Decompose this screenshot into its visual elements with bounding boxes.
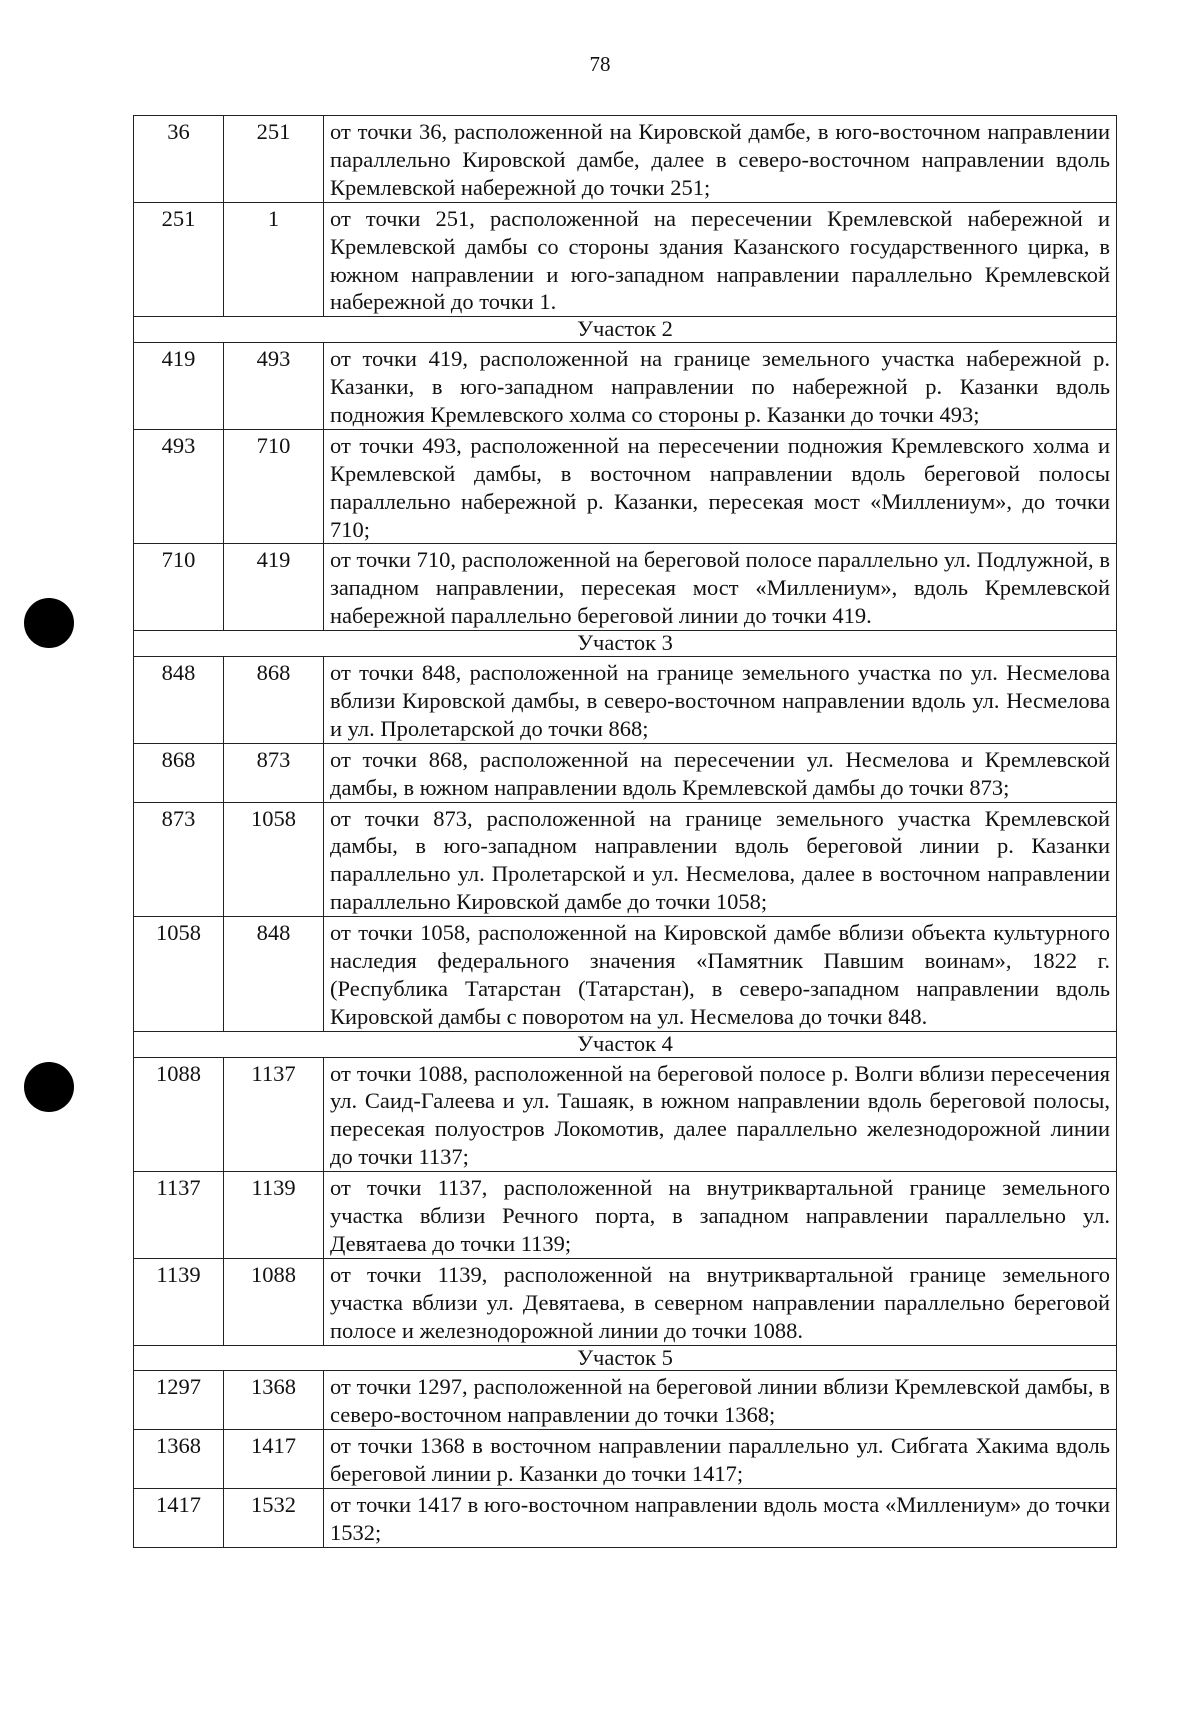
to-point: 1417 [224, 1430, 324, 1489]
segment-description: от точки 493, расположенной на пересечении подножия Кремлевского холма и Кремлевской дамбы, в восточном направлении вдоль береговой полосы параллельно набережной р. Казанки, пересекая мост «Миллениум», до точки 710; [324, 429, 1117, 544]
from-point: 873 [134, 802, 224, 917]
to-point: 868 [224, 657, 324, 744]
from-point: 1058 [134, 917, 224, 1032]
section-title: Участок 5 [134, 1345, 1117, 1371]
table-row [134, 1172, 1117, 1259]
segment-description: от точки 1058, расположенной на Кировской дамбе вблизи объекта культурного наследия федерального значения «Памятник Павшим воинам», 1822 г. (Республика Татарстан (Татарстан), в северо-западном направлении вдоль Кировской дамбы с поворотом на ул. Несмелова до точки 848. [324, 917, 1117, 1032]
to-point: 710 [224, 429, 324, 544]
table-row [134, 116, 1117, 203]
table-row [134, 1430, 1117, 1489]
boundary-table [133, 115, 1117, 1548]
to-point: 1368 [224, 1371, 324, 1430]
to-point: 1532 [224, 1489, 324, 1548]
table-row [134, 544, 1117, 631]
from-point: 1297 [134, 1371, 224, 1430]
section-header-row [134, 317, 1117, 343]
table-row [134, 1489, 1117, 1548]
section-header-row [134, 631, 1117, 657]
segment-description: от точки 873, расположенной на границе земельного участка Кремлевской дамбы, в юго-западном направлении вдоль береговой линии р. Казанки параллельно ул. Пролетарской и ул. Несмелова, далее в восточном направлении параллельно Кировской дамбе до точки 1058; [324, 802, 1117, 917]
from-point: 419 [134, 343, 224, 430]
segment-description: от точки 868, расположенной на пересечении ул. Несмелова и Кремлевской дамбы, в южном направлении вдоль Кремлевской дамбы до точки 873; [324, 743, 1117, 802]
segment-description: от точки 1297, расположенной на береговой линии вблизи Кремлевской дамбы, в северо-восточном направлении до точки 1368; [324, 1371, 1117, 1430]
section-header-row [134, 1031, 1117, 1057]
punch-hole-bottom [24, 1062, 74, 1112]
section-header-row [134, 1345, 1117, 1371]
to-point: 493 [224, 343, 324, 430]
to-point: 1058 [224, 802, 324, 917]
table-row [134, 917, 1117, 1032]
table-body [134, 116, 1117, 1548]
segment-description: от точки 36, расположенной на Кировской дамбе, в юго-восточном направлении параллельно Кировской дамбе, далее в северо-восточном направлении вдоль Кремлевской набережной до точки 251; [324, 116, 1117, 203]
page-number: 78 [589, 52, 611, 76]
table-row [134, 802, 1117, 917]
from-point: 1139 [134, 1258, 224, 1345]
segment-description: от точки 848, расположенной на границе земельного участка по ул. Несмелова вблизи Кировской дамбы, в северо-восточном направлении вдоль ул. Несмелова и ул. Пролетарской до точки 868; [324, 657, 1117, 744]
table-row [134, 657, 1117, 744]
from-point: 710 [134, 544, 224, 631]
to-point: 1088 [224, 1258, 324, 1345]
segment-description: от точки 1139, расположенной на внутриквартальной границе земельного участка вблизи ул. Девятаева, в северном направлении параллельно береговой полосе и железнодорожной линии до точки 1088. [324, 1258, 1117, 1345]
table-row [134, 429, 1117, 544]
to-point: 1137 [224, 1057, 324, 1172]
section-title: Участок 4 [134, 1031, 1117, 1057]
section-title: Участок 3 [134, 631, 1117, 657]
from-point: 848 [134, 657, 224, 744]
from-point: 868 [134, 743, 224, 802]
from-point: 1137 [134, 1172, 224, 1259]
table-row [134, 743, 1117, 802]
to-point: 848 [224, 917, 324, 1032]
from-point: 251 [134, 202, 224, 317]
table-row [134, 202, 1117, 317]
from-point: 1417 [134, 1489, 224, 1548]
segment-description: от точки 419, расположенной на границе земельного участка набережной р. Казанки, в юго-западном направлении по набережной р. Казанки вдоль подножия Кремлевского холма со стороны р. Казанки до точки 493; [324, 343, 1117, 430]
segment-description: от точки 1088, расположенной на береговой полосе р. Волги вблизи пересечения ул. Саид-Галеева и ул. Ташаяк, в южном направлении вдоль береговой полосы, пересекая полуостров Локомотив, далее параллельно железнодорожной линии до точки 1137; [324, 1057, 1117, 1172]
segment-description: от точки 710, расположенной на береговой полосе параллельно ул. Подлужной, в западном направлении, пересекая мост «Миллениум», вдоль Кремлевской набережной параллельно береговой линии до точки 419. [324, 544, 1117, 631]
table-row [134, 1057, 1117, 1172]
to-point: 419 [224, 544, 324, 631]
to-point: 251 [224, 116, 324, 203]
table-row [134, 1371, 1117, 1430]
to-point: 873 [224, 743, 324, 802]
from-point: 1368 [134, 1430, 224, 1489]
from-point: 493 [134, 429, 224, 544]
segment-description: от точки 251, расположенной на пересечении Кремлевской набережной и Кремлевской дамбы со стороны здания Казанского государственного цирка, в южном направлении и юго-западном направлении параллельно Кремлевской набережной до точки 1. [324, 202, 1117, 317]
segment-description: от точки 1368 в восточном направлении параллельно ул. Сибгата Хакима вдоль береговой линии р. Казанки до точки 1417; [324, 1430, 1117, 1489]
from-point: 1088 [134, 1057, 224, 1172]
from-point: 36 [134, 116, 224, 203]
punch-hole-top [24, 598, 74, 648]
table-row [134, 1258, 1117, 1345]
section-title: Участок 2 [134, 317, 1117, 343]
to-point: 1139 [224, 1172, 324, 1259]
table-row [134, 343, 1117, 430]
segment-description: от точки 1137, расположенной на внутриквартальной границе земельного участка вблизи Речного порта, в западном направлении параллельно ул. Девятаева до точки 1139; [324, 1172, 1117, 1259]
segment-description: от точки 1417 в юго-восточном направлении вдоль моста «Миллениум» до точки 1532; [324, 1489, 1117, 1548]
to-point: 1 [224, 202, 324, 317]
